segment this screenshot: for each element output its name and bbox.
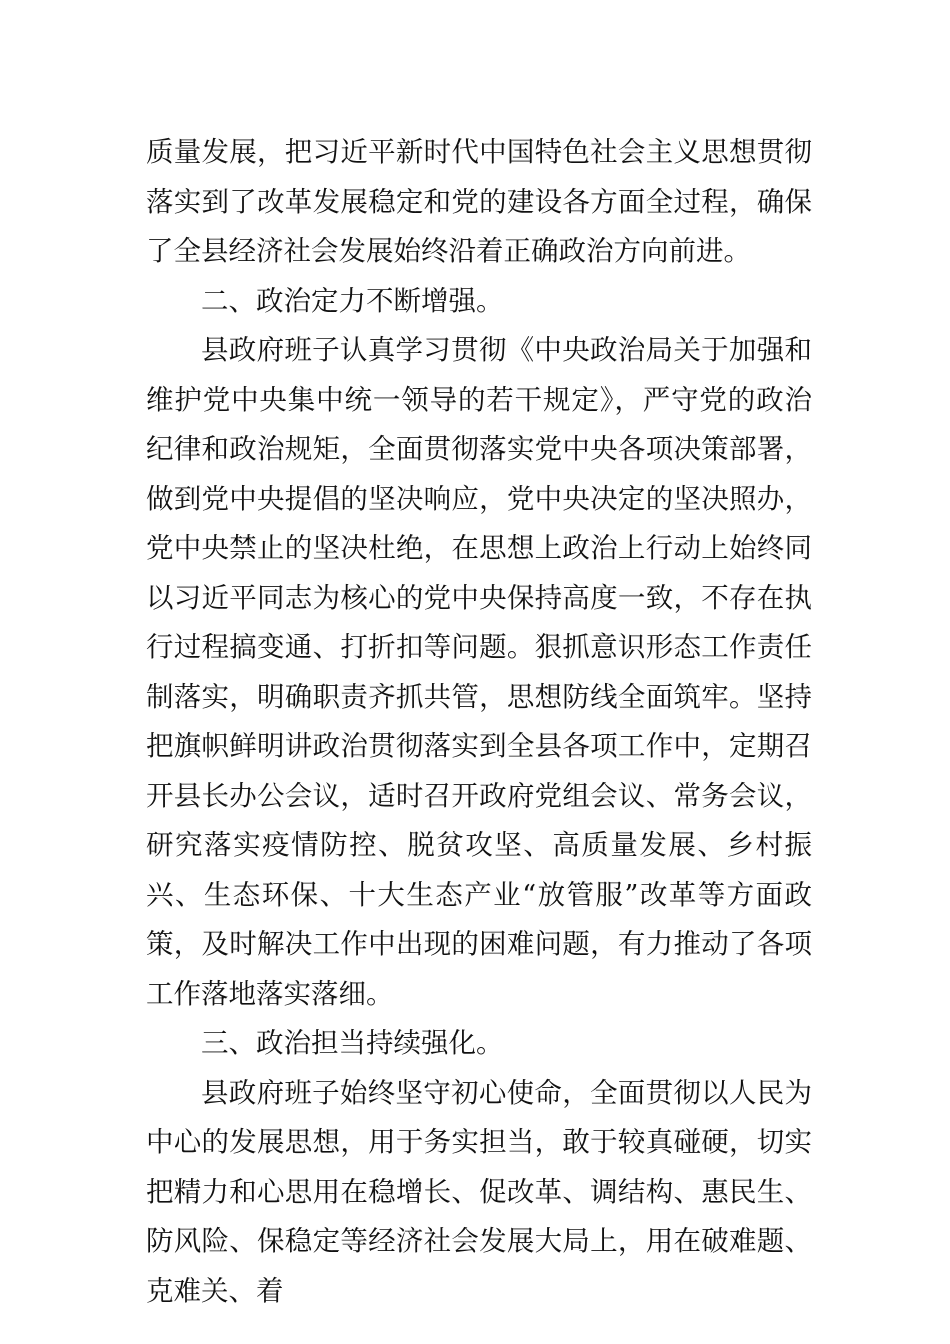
document-body (146, 128, 812, 1316)
section-heading-two: 二、政治定力不断增强。 (201, 284, 504, 317)
paragraph-political-resolve: 县政府班子认真学习贯彻《中央政治局关于加强和维护党中央集中统一领导的若干规定》，严守党的政治纪律和政治规矩，全面贯彻落实党中央各项决策部署，做到党中央提倡的坚决响应，党中央决定的坚决照办，党中央禁止的坚决杜绝，在思想上政治上行动上始终同以习近平同志为核心的党中央保持高度一致，不存在执行过程搞变通、打折扣等问题。狠抓意识形态工作责任制落实，明确职责齐抓共管，思想防线全面筑牢。坚持把旗帜鲜明讲政治贯彻落实到全县各项工作中，定期召开县长办公会议，适时召开政府党组会议、常务会议，研究落实疫情防控、脱贫攻坚、高质量发展、乡村振兴、生态环保、十大生态产业“放管服”改革等方面政策，及时解决工作中出现的困难问题，有力推动了各项工作落地落实落细。 (146, 334, 812, 1010)
paragraph-political-responsibility: 县政府班子始终坚守初心使命，全面贯彻以人民为中心的发展思想，用于务实担当，敢于较真碰硬，切实把精力和心思用在稳增长、促改革、调结构、惠民生、防风险、保稳定等经济社会发展大局上，用在破难题、克难关、着 (146, 1076, 812, 1307)
section-heading-three: 三、政治担当持续强化。 (201, 1027, 504, 1059)
paragraph-continuation: 质量发展，把习近平新时代中国特色社会主义思想贯彻落实到了改革发展稳定和党的建设各方面全过程，确保了全县经济社会发展始终沿着正确政治方向前进。 (146, 136, 812, 267)
